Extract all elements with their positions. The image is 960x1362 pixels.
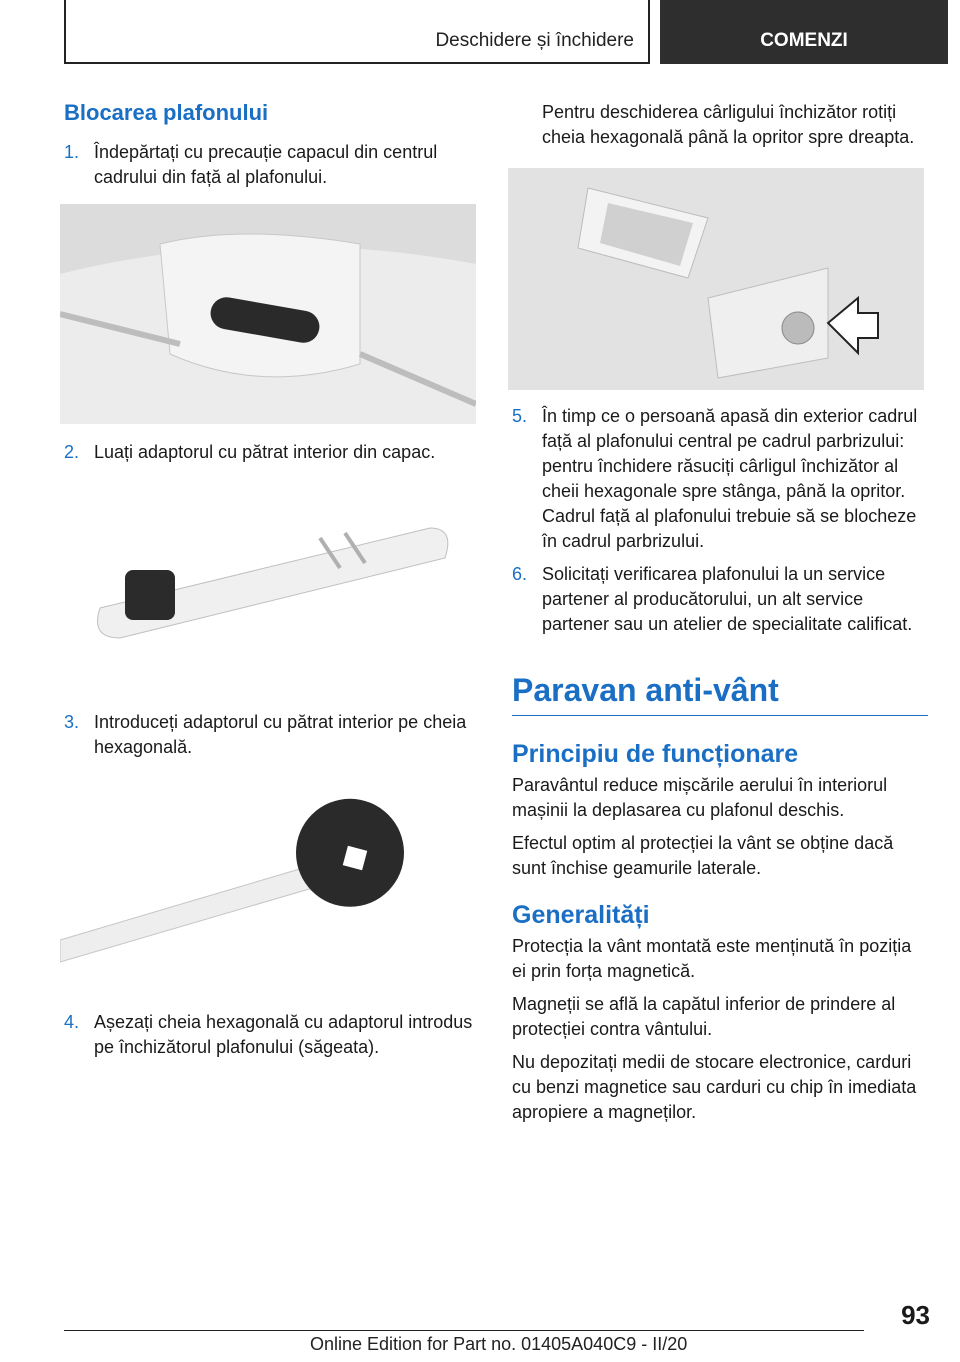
principle-text-2: Efectul optim al protecției la vânt se obține dacă sunt închise geamurile laterale. <box>512 833 894 878</box>
step-3-block <box>64 710 476 760</box>
footer-edition: Online Edition for Part no. 01405A040C9 - II/20 <box>310 1334 688 1354</box>
step-number: 6. <box>512 564 528 584</box>
page-number: 93 <box>901 1300 930 1330</box>
chapter-tab[interactable]: COMENZI <box>660 0 948 64</box>
step-5 <box>512 404 928 554</box>
step-text: Așezați cheia hexagonală cu adaptorul introdus pe închizătorul plafonului (săgeata). <box>94 1012 473 1057</box>
principle-text-1: Paravântul reduce mișcările aerului în interiorul mașinii la deplasarea cu plafonul deschis. <box>512 775 888 820</box>
step-2 <box>64 440 476 465</box>
image-hook-arrow <box>508 168 924 390</box>
step-text: Îndepărtați cu precauție capacul din centrul cadrului din față al plafonului. <box>94 142 438 187</box>
right-sections <box>512 740 928 1125</box>
step-4-block <box>64 1010 476 1060</box>
section-title: Deschidere și închidere <box>435 30 634 51</box>
step-number: 3. <box>64 712 80 732</box>
step-6 <box>512 562 928 637</box>
step-number: 4. <box>64 1012 80 1032</box>
step-text: Introduceți adaptorul cu pătrat interior pe cheia hexagonală. <box>94 712 467 757</box>
step-text: Solicitați verificarea plafonului la un service partener al producătorului, un alt service partener sau un atelier de specialitate calificat. <box>542 564 913 634</box>
right-steps <box>512 404 928 637</box>
image-adapter-hex-key <box>60 790 476 970</box>
step-1 <box>64 140 476 190</box>
section-heading-general: Generalități <box>512 901 650 929</box>
step-number: 5. <box>512 406 528 426</box>
chapter-heading-windscreen: Paravan anti-vânt <box>512 672 928 716</box>
section-heading-principle: Principiu de funcționare <box>512 740 799 768</box>
general-text-1: Protecția la vânt montată este menținută în poziția ei prin forța magnetică. <box>512 936 912 981</box>
step-number: 1. <box>64 142 80 162</box>
general-text-3: Nu depozitați medii de stocare electronice, carduri cu benzi magnetice sau carduri cu chip în imediata apropiere a magneților. <box>512 1052 917 1122</box>
step-number: 2. <box>64 442 80 462</box>
step-2-block <box>64 440 476 465</box>
image-cover-adapter <box>60 488 476 668</box>
right-intro <box>512 100 928 150</box>
step-4 <box>64 1010 476 1060</box>
image-roof-frame <box>60 204 476 424</box>
intro-text: Pentru deschiderea cârligului închizător rotiți cheia hexagonală până la opritor spre dreapta. <box>542 102 915 147</box>
section-heading-locking: Blocarea plafonului <box>64 100 269 125</box>
header-box <box>64 0 650 64</box>
footer-divider <box>64 1330 864 1331</box>
left-column <box>64 100 476 190</box>
step-3 <box>64 710 476 760</box>
general-text-2: Magneții se află la capătul inferior de prindere al protecției contra vântului. <box>512 994 896 1039</box>
step-text: Luați adaptorul cu pătrat interior din capac. <box>94 442 436 462</box>
step-text: În timp ce o persoană apasă din exterior cadrul față al plafonului central pe cadrul parbrizului: pentru închidere răsuciți cârligul închizător al cheii hexagonale spre stânga, până la opritor. Cadrul față al plafonului trebuie să se blocheze în cadrul parbrizului. <box>542 406 918 551</box>
